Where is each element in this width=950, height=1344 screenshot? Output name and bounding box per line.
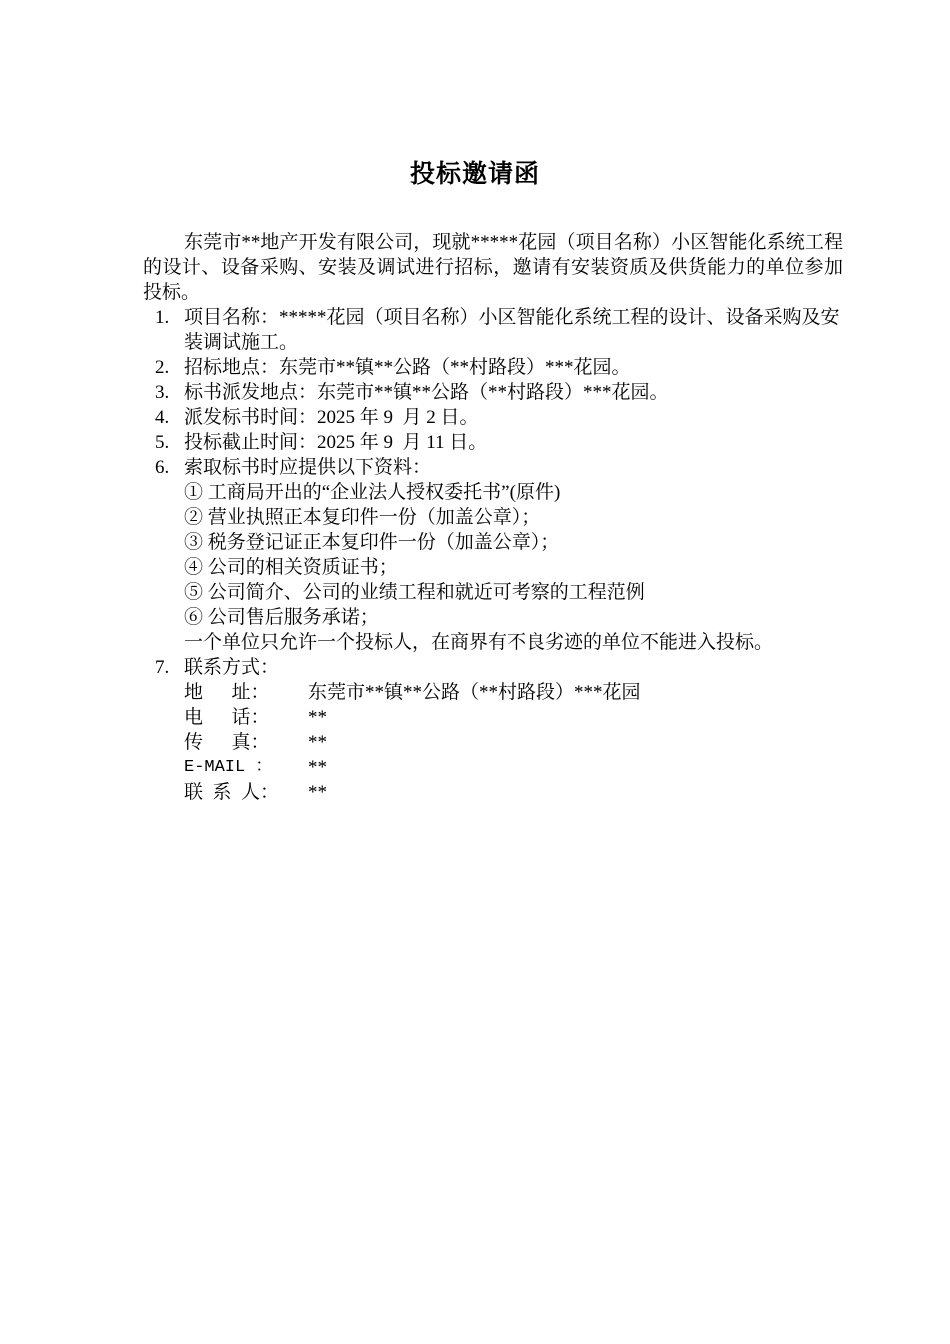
list-text: 派发标书时间：2025 年 9 月 2 日。 <box>184 407 479 428</box>
list-text: 索取标书时应提供以下资料： <box>184 457 432 478</box>
contact-value: ** <box>308 732 327 753</box>
list-item-3 <box>143 380 843 405</box>
list-item-6 <box>143 455 843 480</box>
material-item-1: ① 工商局开出的“企业法人授权委托书”(原件) <box>184 482 561 503</box>
list-text: 联系方式： <box>184 657 280 678</box>
contact-label: 联 系 人： <box>184 782 280 803</box>
list-text: 标书派发地点：东莞市**镇**公路（**村路段）***花园。 <box>184 382 669 403</box>
contact-label: 地 址： <box>184 682 270 703</box>
contact-value: ** <box>308 757 327 778</box>
contact-label: 传 真： <box>184 732 270 753</box>
material-item-3: ③ 税务登记证正本复印件一份（加盖公章）； <box>184 532 560 553</box>
contact-label: 电 话： <box>184 707 270 728</box>
contact-phone <box>143 705 843 730</box>
list-number: 6. <box>155 457 170 478</box>
intro-paragraph: 东莞市**地产开发有限公司，现就*****花园（项目名称）小区智能化系统工程的设计、设备采购、安装及调试进行招标，邀请有安装资质及供货能力的单位参加投标。 <box>143 232 843 303</box>
document-body <box>143 230 843 805</box>
list-number: 3. <box>155 382 170 403</box>
list-number: 5. <box>155 432 170 453</box>
material-item-5: ⑤ 公司简介、公司的业绩工程和就近可考察的工程范例 <box>184 582 645 603</box>
list-number: 4. <box>155 407 170 428</box>
contact-fax <box>143 730 843 755</box>
contact-address <box>143 680 843 705</box>
contact-value: 东莞市**镇**公路（**村路段）***花园 <box>308 682 641 703</box>
contact-person <box>143 780 843 805</box>
list-text: 投标截止时间：2025 年 9 月 11 日。 <box>184 432 488 453</box>
list-text: 项目名称：*****花园（项目名称）小区智能化系统工程的设计、设备采购及安装调试施工。 <box>184 307 840 353</box>
contact-value: ** <box>308 707 327 728</box>
contact-label: E-MAIL ： <box>184 758 273 777</box>
material-item-4: ④ 公司的相关资质证书； <box>184 557 398 578</box>
list-item-5 <box>143 430 843 455</box>
list-item-1 <box>143 305 843 355</box>
list-number: 2. <box>155 357 170 378</box>
list-number: 7. <box>155 657 170 678</box>
list-item-2 <box>143 355 843 380</box>
contact-value: ** <box>308 782 327 803</box>
document-title: 投标邀请函 <box>409 159 540 188</box>
material-item-6: ⑥ 公司售后服务承诺； <box>184 607 379 628</box>
material-item-2: ② 营业执照正本复印件一份（加盖公章）； <box>184 507 541 528</box>
list-item-7 <box>143 655 843 680</box>
list-number: 1. <box>155 307 170 328</box>
bidder-note: 一个单位只允许一个投标人，在商界有不良劣迹的单位不能进入投标。 <box>184 632 774 653</box>
contact-email <box>143 755 843 780</box>
list-text: 招标地点：东莞市**镇**公路（**村路段）***花园。 <box>184 357 631 378</box>
list-item-4 <box>143 405 843 430</box>
